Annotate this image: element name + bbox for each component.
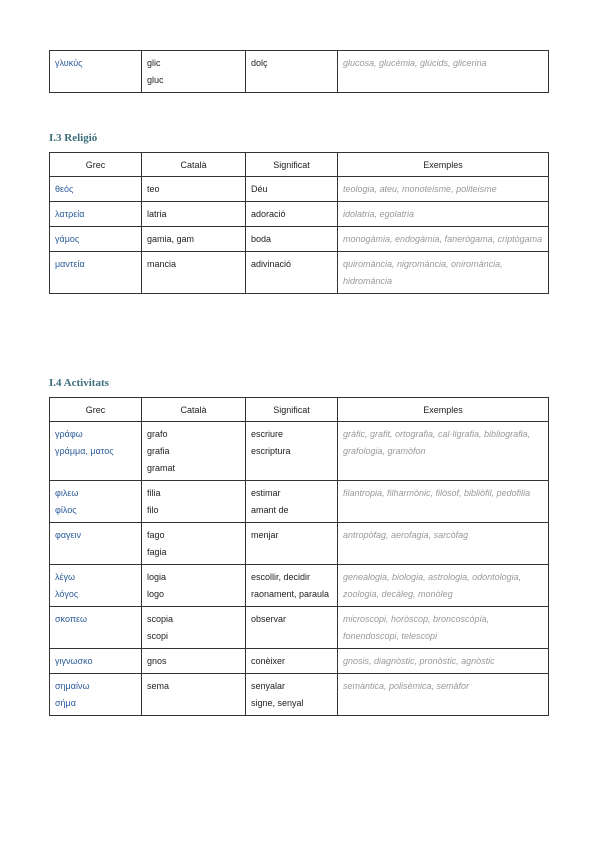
exemples-cell: gnosis, diagnòstic, pronòstic, agnòstic — [338, 649, 549, 674]
greek-text: γλυκύς — [55, 58, 83, 68]
greek-cell — [50, 523, 142, 565]
table-row — [50, 252, 549, 294]
exemples-cell: teologia, ateu, monoteisme, politeisme — [338, 177, 549, 202]
header-grec: Grec — [50, 398, 142, 422]
catala-text: grafo — [147, 429, 168, 439]
catala-text: grafia — [147, 446, 170, 456]
catala-cell — [142, 607, 246, 649]
vocab-table-continued — [49, 50, 549, 93]
catala-text: sema — [147, 681, 170, 691]
significat-text: amant de — [251, 505, 289, 515]
catala-cell — [142, 481, 246, 523]
significat-text: observar — [251, 614, 287, 624]
greek-cell — [50, 252, 142, 294]
header-exemples: Exemples — [338, 153, 549, 177]
table-row — [50, 51, 549, 93]
vocab-table-religio — [49, 152, 549, 294]
significat-cell — [246, 177, 338, 202]
header-catala: Català — [142, 153, 246, 177]
header-significat: Significat — [246, 153, 338, 177]
table-row — [50, 523, 549, 565]
catala-text: scopi — [147, 631, 169, 641]
catala-text: gamia, gam — [147, 234, 195, 244]
greek-text: γράφω — [55, 429, 83, 439]
table-row — [50, 649, 549, 674]
catala-cell — [142, 523, 246, 565]
greek-cell — [50, 422, 142, 481]
table-header-row — [50, 398, 549, 422]
catala-text: mancia — [147, 259, 177, 269]
table-row — [50, 227, 549, 252]
significat-cell — [246, 227, 338, 252]
greek-text: φαγειν — [55, 530, 82, 540]
significat-cell — [246, 202, 338, 227]
table-row — [50, 177, 549, 202]
significat-cell — [246, 649, 338, 674]
exemples-cell: microscopi, horòscop, broncoscòpia, fonendoscopi, telescopi — [338, 607, 549, 649]
greek-text: σήμα — [55, 698, 76, 708]
significat-cell — [246, 252, 338, 294]
catala-cell — [142, 422, 246, 481]
exemples-cell: antropòfag, aerofagia, sarcòfag — [338, 523, 549, 565]
catala-text: scopia — [147, 614, 174, 624]
exemples-cell: quiromància, nigromància, oniromància, hidromància — [338, 252, 549, 294]
table-row — [50, 422, 549, 481]
catala-text: latria — [147, 209, 167, 219]
catala-text: glic — [147, 58, 161, 68]
catala-text: fagia — [147, 547, 167, 557]
greek-cell — [50, 565, 142, 607]
significat-cell — [246, 422, 338, 481]
exemples-cell: filantropia, filharmònic, filòsof, bibliòfil, pedofilia — [338, 481, 549, 523]
significat-text: menjar — [251, 530, 279, 540]
table-row — [50, 481, 549, 523]
exemples-cell: gràfic, grafit, ortografia, cal·ligrafia, bibliografia, grafologia, gramòfon — [338, 422, 549, 481]
catala-text: logia — [147, 572, 167, 582]
significat-text: boda — [251, 234, 272, 244]
greek-text: λόγος — [55, 589, 79, 599]
catala-text: gnos — [147, 656, 167, 666]
greek-text: λέγω — [55, 572, 76, 582]
significat-text: adoració — [251, 209, 286, 219]
significat-cell — [246, 523, 338, 565]
catala-cell — [142, 674, 246, 716]
significat-text: senyalar — [251, 681, 286, 691]
table-header-row — [50, 153, 549, 177]
greek-text: γράμμα, ματος — [55, 446, 114, 456]
exemples-cell: glucosa, glucèmia, glúcids, glicerina — [338, 51, 549, 93]
greek-cell — [50, 674, 142, 716]
table-row — [50, 202, 549, 227]
significat-cell — [246, 674, 338, 716]
significat-text: conèixer — [251, 656, 286, 666]
header-significat: Significat — [246, 398, 338, 422]
header-catala: Català — [142, 398, 246, 422]
greek-cell — [50, 481, 142, 523]
vocab-table-activitats — [49, 397, 549, 716]
greek-cell — [50, 177, 142, 202]
catala-text: teo — [147, 184, 160, 194]
catala-cell — [142, 252, 246, 294]
exemples-cell: semàntica, polisèmica, semàfor — [338, 674, 549, 716]
table-row — [50, 607, 549, 649]
significat-cell — [246, 51, 338, 93]
greek-text: μαντεία — [55, 259, 85, 269]
catala-cell — [142, 565, 246, 607]
catala-text: logo — [147, 589, 165, 599]
greek-cell — [50, 607, 142, 649]
catala-text: gluc — [147, 75, 164, 85]
exemples-cell: genealogia, biologia, astrologia, odontologia, zoologia, decàleg, monòleg — [338, 565, 549, 607]
section-heading-activitats: I.4 Activitats — [49, 377, 109, 389]
significat-text: escriure — [251, 429, 284, 439]
catala-text: filia — [147, 488, 161, 498]
significat-cell — [246, 565, 338, 607]
greek-text: σκοπεω — [55, 614, 88, 624]
greek-text: φιλεω — [55, 488, 79, 498]
significat-cell — [246, 481, 338, 523]
catala-cell — [142, 227, 246, 252]
catala-cell — [142, 649, 246, 674]
greek-text: φίλος — [55, 505, 77, 515]
significat-cell — [246, 607, 338, 649]
greek-text: γιγνωσκο — [55, 656, 93, 666]
significat-text: Déu — [251, 184, 268, 194]
greek-text: θεός — [55, 184, 74, 194]
significat-text: raonament, paraula — [251, 589, 330, 599]
catala-text: fago — [147, 530, 165, 540]
header-grec: Grec — [50, 153, 142, 177]
catala-cell — [142, 177, 246, 202]
significat-text: signe, senyal — [251, 698, 304, 708]
exemples-cell: monogàmia, endogàmia, fanerògama, criptògama — [338, 227, 549, 252]
greek-cell — [50, 227, 142, 252]
table-row — [50, 565, 549, 607]
section-heading-religio: I.3 Religió — [49, 132, 98, 144]
significat-text: dolç — [251, 58, 268, 68]
greek-cell — [50, 202, 142, 227]
catala-cell — [142, 202, 246, 227]
significat-text: estimar — [251, 488, 281, 498]
catala-text: gramat — [147, 463, 176, 473]
significat-text: escollir, decidir — [251, 572, 311, 582]
greek-text: γάμος — [55, 234, 80, 244]
catala-text: filo — [147, 505, 159, 515]
catala-cell — [142, 51, 246, 93]
significat-text: escriptura — [251, 446, 291, 456]
greek-cell — [50, 51, 142, 93]
table-row — [50, 674, 549, 716]
header-exemples: Exemples — [338, 398, 549, 422]
greek-cell — [50, 649, 142, 674]
greek-text: λατρεία — [55, 209, 85, 219]
significat-text: adivinació — [251, 259, 292, 269]
greek-text: σημαίνω — [55, 681, 90, 691]
exemples-cell: idolatria, egolatria — [338, 202, 549, 227]
